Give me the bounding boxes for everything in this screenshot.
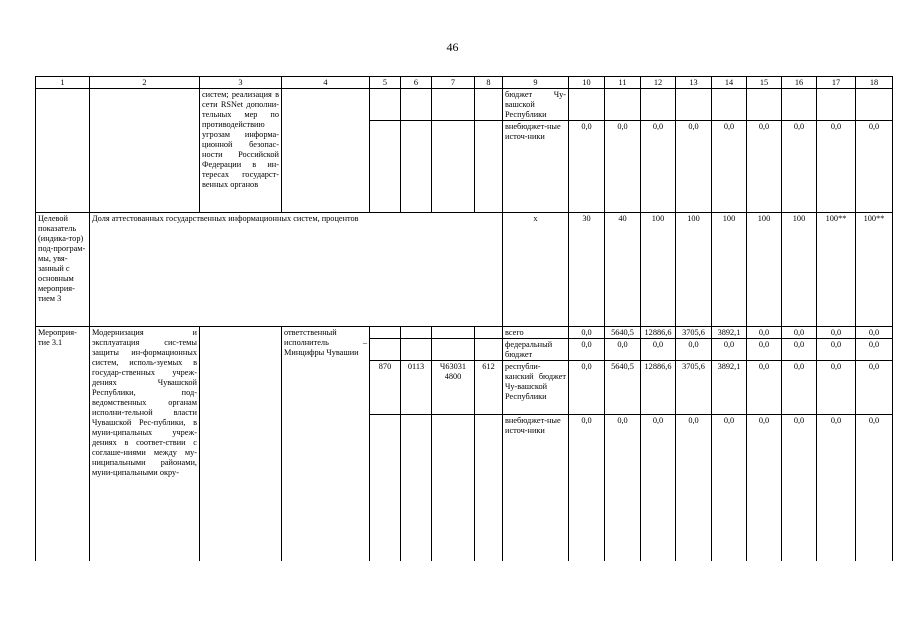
value-cell: 0,0 bbox=[712, 339, 747, 361]
cell-empty bbox=[401, 415, 432, 561]
measure-name: Модернизация и эксплуатация сис-темы защиты ин-формационных систем, исполь-зуемых в государ-ственных учреж-дениях Чувашской Республики, под-ведомственных органам исполни-тельной власти Чувашской Рес-публики, в муни-ципальных учреж-дениях в соответ-ствии с соглаше-ниями между му-ниципальными районами, муни-ципальными окру- bbox=[90, 327, 200, 561]
value-cell: 0,0 bbox=[856, 415, 893, 561]
indicator-value: 100** bbox=[817, 213, 856, 327]
col-number: 4 bbox=[282, 77, 370, 89]
value-cell: 0,0 bbox=[747, 121, 782, 213]
col-number: 15 bbox=[747, 77, 782, 89]
cell-empty bbox=[401, 339, 432, 361]
indicator-value: 100 bbox=[747, 213, 782, 327]
target-indicator-description: Доля аттестованных государственных информационных систем, процентов bbox=[90, 213, 503, 327]
cell-empty bbox=[370, 415, 401, 561]
value-cell: 0,0 bbox=[782, 121, 817, 213]
cell-empty bbox=[432, 89, 475, 121]
col-number: 12 bbox=[641, 77, 676, 89]
cell-empty bbox=[200, 327, 282, 561]
cell-empty bbox=[36, 89, 90, 213]
program-table bbox=[35, 76, 893, 561]
cell-empty bbox=[432, 339, 475, 361]
col-number: 3 bbox=[200, 77, 282, 89]
value-cell: 0,0 bbox=[569, 327, 605, 339]
col-number: 14 bbox=[712, 77, 747, 89]
value-cell: 0,0 bbox=[569, 339, 605, 361]
funding-source: республи-канский бюджет Чу-вашской Республики bbox=[503, 361, 569, 415]
funding-source: всего bbox=[503, 327, 569, 339]
cell-empty bbox=[401, 89, 432, 121]
value-cell: 0,0 bbox=[605, 121, 641, 213]
value-cell: 3892,1 bbox=[712, 361, 747, 415]
funding-source: бюджет Чу-вашской Республики bbox=[503, 89, 569, 121]
code-section: 0113 bbox=[401, 361, 432, 415]
value-cell: 0,0 bbox=[641, 121, 676, 213]
value-cell bbox=[569, 89, 605, 121]
cell-empty bbox=[475, 327, 503, 339]
value-cell: 0,0 bbox=[605, 415, 641, 561]
indicator-value: 100 bbox=[712, 213, 747, 327]
col-number: 5 bbox=[370, 77, 401, 89]
value-cell: 0,0 bbox=[712, 121, 747, 213]
col-number: 6 bbox=[401, 77, 432, 89]
indicator-value: 30 bbox=[569, 213, 605, 327]
indicator-value: 100 bbox=[641, 213, 676, 327]
page-number: 46 bbox=[446, 40, 459, 54]
cell-empty bbox=[370, 89, 401, 121]
value-cell bbox=[817, 89, 856, 121]
value-cell: 0,0 bbox=[817, 415, 856, 561]
value-cell: 0,0 bbox=[782, 415, 817, 561]
value-cell: 0,0 bbox=[817, 339, 856, 361]
value-cell: 0,0 bbox=[569, 121, 605, 213]
target-indicator-col9: x bbox=[503, 213, 569, 327]
value-cell: 0,0 bbox=[856, 361, 893, 415]
cell-empty bbox=[475, 415, 503, 561]
cell-empty bbox=[475, 89, 503, 121]
measure-label: Мероприя-тие 3.1 bbox=[36, 327, 90, 561]
col-number: 18 bbox=[856, 77, 893, 89]
value-cell bbox=[641, 89, 676, 121]
value-cell: 0,0 bbox=[747, 415, 782, 561]
value-cell bbox=[605, 89, 641, 121]
value-cell: 0,0 bbox=[782, 361, 817, 415]
value-cell: 12886,6 bbox=[641, 361, 676, 415]
col-number: 2 bbox=[90, 77, 200, 89]
cell-empty bbox=[432, 327, 475, 339]
value-cell bbox=[676, 89, 712, 121]
cell-empty bbox=[370, 327, 401, 339]
value-cell: 0,0 bbox=[641, 339, 676, 361]
col-number: 8 bbox=[475, 77, 503, 89]
value-cell: 0,0 bbox=[747, 339, 782, 361]
continuation-row-regional-budget bbox=[36, 89, 893, 121]
indicator-value: 100** bbox=[856, 213, 893, 327]
funding-source: федеральный бюджет bbox=[503, 339, 569, 361]
value-cell: 0,0 bbox=[569, 415, 605, 561]
value-cell: 0,0 bbox=[676, 415, 712, 561]
col-number: 7 bbox=[432, 77, 475, 89]
cell-empty bbox=[370, 339, 401, 361]
cell-empty bbox=[282, 89, 370, 213]
col-number: 10 bbox=[569, 77, 605, 89]
indicator-value: 100 bbox=[782, 213, 817, 327]
value-cell: 0,0 bbox=[569, 361, 605, 415]
col-number: 9 bbox=[503, 77, 569, 89]
cell-empty bbox=[401, 121, 432, 213]
value-cell: 0,0 bbox=[641, 415, 676, 561]
value-cell: 0,0 bbox=[782, 339, 817, 361]
col-number: 11 bbox=[605, 77, 641, 89]
target-indicator-label: Целевой показатель (индика-тор) под-програм-мы, увя-занный с основным мероприя-тием 3 bbox=[36, 213, 90, 327]
measure-executor: ответственный исполнитель – Минцифры Чувашии bbox=[282, 327, 370, 561]
value-cell: 0,0 bbox=[817, 121, 856, 213]
column-number-row bbox=[36, 77, 893, 89]
col-number: 13 bbox=[676, 77, 712, 89]
col-number: 17 bbox=[817, 77, 856, 89]
value-cell bbox=[856, 89, 893, 121]
value-cell: 5640,5 bbox=[605, 361, 641, 415]
funding-source: внебюджет-ные источ-ники bbox=[503, 415, 569, 561]
value-cell: 12886,6 bbox=[641, 327, 676, 339]
value-cell: 0,0 bbox=[817, 327, 856, 339]
col-number: 16 bbox=[782, 77, 817, 89]
value-cell: 0,0 bbox=[712, 415, 747, 561]
indicator-value: 100 bbox=[676, 213, 712, 327]
value-cell: 0,0 bbox=[856, 327, 893, 339]
value-cell: 0,0 bbox=[676, 339, 712, 361]
value-cell bbox=[782, 89, 817, 121]
code-expense-type: 612 bbox=[475, 361, 503, 415]
value-cell: 5640,5 bbox=[605, 327, 641, 339]
value-cell: 0,0 bbox=[817, 361, 856, 415]
value-cell: 3705,6 bbox=[676, 361, 712, 415]
funding-source: внебюджет-ные источ-ники bbox=[503, 121, 569, 213]
cell-empty bbox=[432, 415, 475, 561]
value-cell: 0,0 bbox=[856, 339, 893, 361]
cell-empty bbox=[401, 327, 432, 339]
value-cell: 0,0 bbox=[856, 121, 893, 213]
measure-row-total bbox=[36, 327, 893, 339]
indicator-value: 40 bbox=[605, 213, 641, 327]
value-cell: 0,0 bbox=[747, 327, 782, 339]
value-cell: 0,0 bbox=[747, 361, 782, 415]
cell-empty bbox=[90, 89, 200, 213]
code-grbs: 870 bbox=[370, 361, 401, 415]
value-cell: 0,0 bbox=[605, 339, 641, 361]
value-cell: 0,0 bbox=[676, 121, 712, 213]
code-target-article: Ч63031 4800 bbox=[432, 361, 475, 415]
target-indicator-row bbox=[36, 213, 893, 327]
value-cell bbox=[747, 89, 782, 121]
value-cell: 0,0 bbox=[782, 327, 817, 339]
cell-empty bbox=[432, 121, 475, 213]
cell-empty bbox=[475, 121, 503, 213]
value-cell: 3705,6 bbox=[676, 327, 712, 339]
value-cell: 3892,1 bbox=[712, 327, 747, 339]
cell-empty bbox=[475, 339, 503, 361]
value-cell bbox=[712, 89, 747, 121]
col-number: 1 bbox=[36, 77, 90, 89]
cell-empty bbox=[370, 121, 401, 213]
continuation-measure-text: систем; реализация в сети RSNet дополни-тельных мер по противодействию угрозам информа-ционной безопас-ности Российской Федерации в ин-тересах государст-венных органов bbox=[200, 89, 282, 213]
